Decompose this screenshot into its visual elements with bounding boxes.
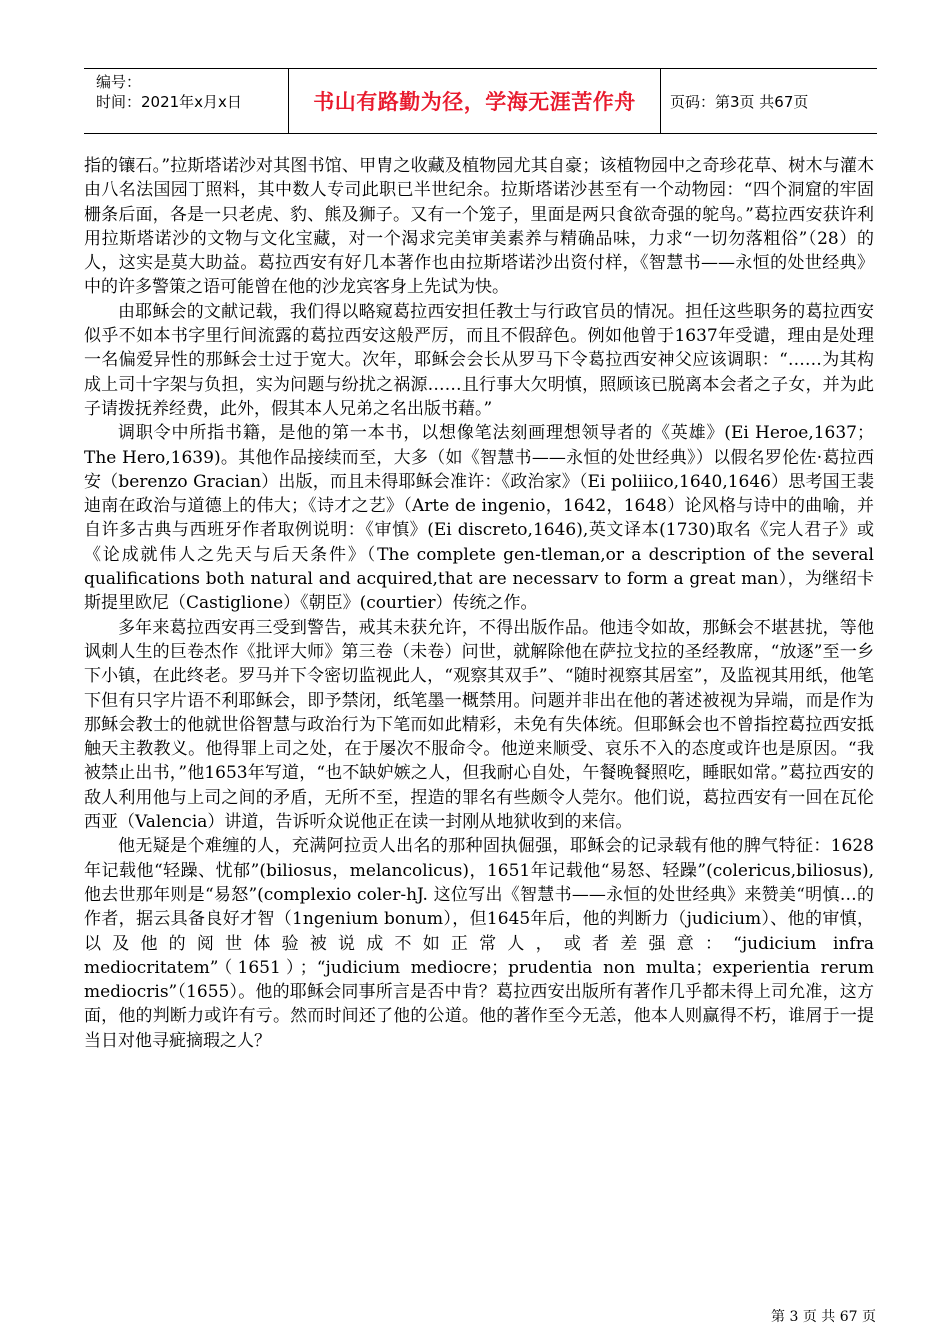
document-time-label: 时间：2021年x月x日 [96, 93, 242, 111]
page-header [84, 68, 877, 134]
document-number-label: 编号： [96, 73, 142, 91]
document-body [84, 154, 874, 1053]
header-motto-cell [289, 69, 661, 133]
header-page-label: 页码：第3页 共67页 [670, 92, 809, 111]
paragraph: 由耶稣会的文献记载，我们得以略窥葛拉西安担任教士与行政官员的情况。担任这些职务的葛拉西安似乎不如本书字里行间流露的葛拉西安这般严厉，而且不假辞色。例如他曾于1637年受谴，理由是处理一名偏爱异性的那稣会士过于宽大。次年，耶稣会会长从罗马下令葛拉西安神父应该调职：“……为其构成上司十字架与负担，实为问题与纷扰之祸源……且行事大欠明慎，照顾该已脱离本会者之子女，并为此子请拨抚养经费，此外，假其本人兄弟之名出版书藉。” [84, 301, 874, 419]
header-page-cell [661, 69, 877, 133]
paragraph: 指的镶石。”拉斯塔诺沙对其图书馆、甲胄之收藏及植物园尤其自豪；该植物园中之奇珍花草、树木与灌木由八名法国园丁照料，其中数人专司此职已半世纪余。拉斯塔诺沙甚至有一个动物园：“四个洞窟的牢固栅条后面，各是一只老虎、豹、熊及狮子。又有一个笼子，里面是两只食欲奇强的鸵鸟。”葛拉西安获许利用拉斯塔诺沙的文物与文化宝藏，对一个渴求完美审美素养与精确品味，力求“一切勿落粗俗”（28）的人，这实是莫大助益。葛拉西安有好几本著作也由拉斯塔诺沙出资付样，《智慧书——永恒的处世经典》中的许多警策之语可能曾在他的沙龙宾客身上先试为快。 [84, 156, 874, 298]
paragraph: 他无疑是个难缠的人，充满阿拉贡人出名的那种固执倔强，耶稣会的记录载有他的脾气特征：1628年记载他“轻躁、忧郁”(biliosus，melancolicus)，1651年记载他“易怒、轻躁”(colericus,biliosus),他去世那年则是“易怒”(complexio coler-hJ. 这位写出《智慧书——永恒的处世经典》来赞美“明慎…的作者，据云具备良好才智（1ngenium bonum），但1645年后，他的判断力（judicium）、他的审慎，以及他的阅世体验被说成不如正常人，或者差强意：“judicium infra mediocritatem”（1651）；“judicium mediocre；prudentia non multa；experientia rerum mediocris”（1655）。他的耶稣会同事所言是否中肯？葛拉西安出版所有著作几乎都未得上司允准，这方面，他的判断力或许有亏。然而时间还了他的公道。他的著作至今无恙，他本人则赢得不朽，谁屑于一提当日对他寻疵摘瑕之人？ [84, 836, 874, 1051]
page-footer [0, 1306, 876, 1326]
header-motto: 书山有路勤为径，学海无涯苦作舟 [313, 90, 636, 114]
paragraph: 调职令中所指书籍，是他的第一本书，以想像笔法刻画理想领导者的《英雄》(Ei Heroe,1637；The Hero,1639)。其他作品接续而至，大多（如《智慧书——永恒的处世经典》）以假名罗伦佐·葛拉西安（berenzo Gracian）出版，而且未得耶稣会准许：《政治家》（Ei poliiico,1640,1646）思考国王裴迪南在政治与道德上的伟大；《诗才之艺》（Arte de ingenio，1642，1648）论风格与诗中的曲喻，并自许多古典与西班牙作者取例说明：《审慎》(Ei discreto,1646),英文译本(1730)取名《完人君子》或《论成就伟人之先天与后天条件》（The complete gen-tleman,or a description of the several qualifications both natural and acquired,that are necessarv to form a great man），为继绍卡斯提里欧尼（Castiglione）《朝臣》(courtier）传统之作。 [84, 423, 874, 614]
paragraph: 多年来葛拉西安再三受到警告，戒其未获允许，不得出版作品。他违令如故，那稣会不堪甚扰，等他讽刺人生的巨卷杰作《批评大师》第三卷（未卷）问世，就解除他在萨拉戈拉的圣经教席，“放逐”至一乡下小镇，在此终老。罗马并下令密切监视此人，“观察其双手”、“随时视察其居室”，及监视其用纸，他笔下但有只字片语不利耶稣会，即予禁闭，纸笔墨一概禁用。问题并非出在他的著述被视为异端，而是作为那稣会教士的他就世俗智慧与政治行为下笔而如此精彩，未免有失体统。但耶稣会也不曾指控葛拉西安抵触天主教教义。他得罪上司之处，在于屡次不服命令。他逆来顺受、哀乐不入的态度或许也是原因。“我被禁止出书，”他1653年写道，“也不缺妒嫉之人，但我耐心自处，午餐晚餐照吃，睡眠如常。”葛拉西安的敌人利用他与上司之间的矛盾，无所不至，捏造的罪名有些颇令人莞尔。他们说，葛拉西安有一回在瓦伦西亚（Valencia）讲道，告诉听众说他正在读一封刚从地狱收到的来信。 [84, 617, 874, 833]
header-meta [84, 69, 289, 133]
footer-page-number: 第 3 页 共 67 页 [771, 1309, 876, 1325]
